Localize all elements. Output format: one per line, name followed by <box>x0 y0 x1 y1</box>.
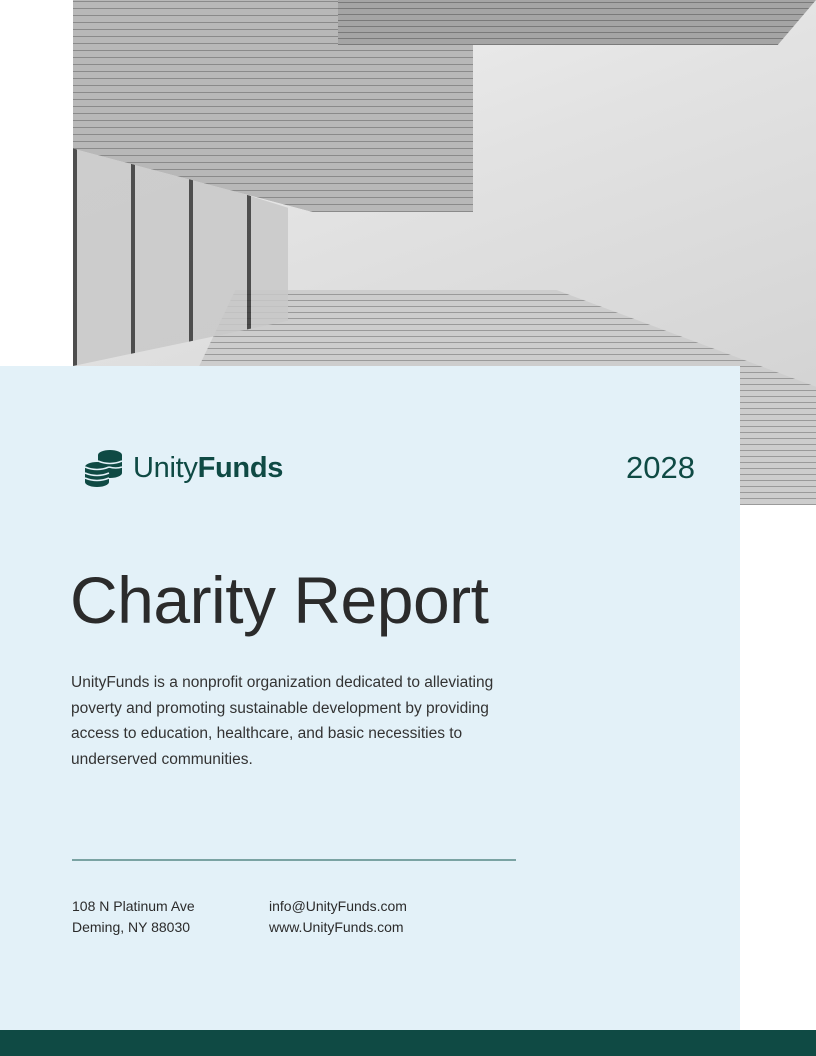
address-line2: Deming, NY 88030 <box>72 919 191 935</box>
website-link[interactable]: www.UnityFunds.com <box>269 919 404 935</box>
address-line1: 108 N Platinum Ave <box>72 898 195 914</box>
page-title: Charity Report <box>70 563 489 637</box>
brand-name-bold: Funds <box>197 451 284 484</box>
coins-stack-icon <box>84 448 126 488</box>
address-block <box>72 896 195 938</box>
brand-name-light: Unity <box>133 451 198 484</box>
brand-logo <box>84 448 283 488</box>
photo-topband <box>338 0 816 45</box>
contact-block <box>269 896 407 938</box>
report-year: 2028 <box>626 450 695 485</box>
brand-name <box>133 452 283 485</box>
description: UnityFunds is a nonprofit organization dedicated to alleviating poverty and promoting sustainable development by providing access to education, healthcare, and basic necessities to underserved communities. <box>71 674 494 769</box>
divider <box>72 859 516 861</box>
footer-bar <box>0 1030 816 1056</box>
email-link[interactable]: info@UnityFunds.com <box>269 898 407 914</box>
